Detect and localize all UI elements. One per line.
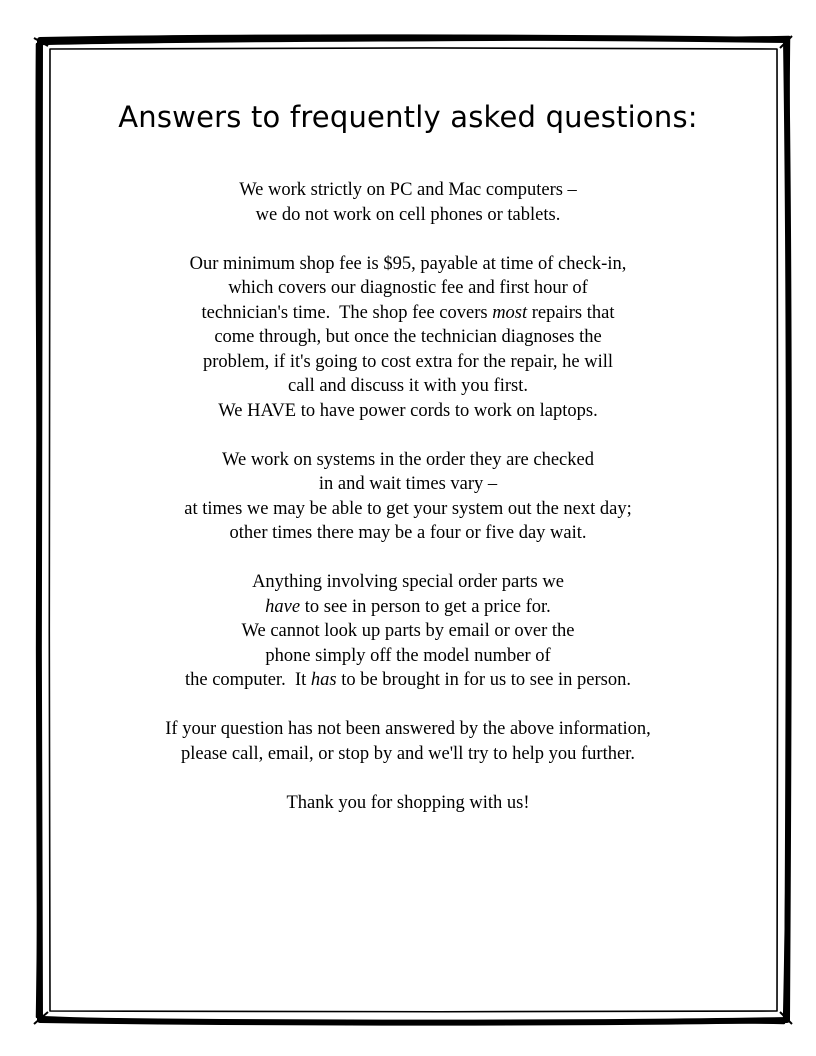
- text-segment: Thank you for shopping with us!: [286, 792, 530, 813]
- text-segment: we do not work on cell phones or tablets.: [255, 204, 561, 225]
- text-segment: call and discuss it with you first.: [288, 376, 528, 396]
- text-segment: other times there may be a four or five day wait.: [229, 523, 587, 543]
- faq-paragraph: [60, 448, 756, 546]
- faq-content: [60, 178, 756, 840]
- text-line: [60, 717, 756, 742]
- text-line: [60, 301, 756, 326]
- text-segment: We HAVE to have power cords to work on laptops.: [218, 400, 598, 421]
- text-segment: the computer. It: [185, 670, 311, 690]
- text-segment: at times we may be able to get your system out the next day;: [184, 498, 632, 519]
- text-segment: phone simply off the model number of: [265, 645, 551, 666]
- text-segment: to be brought in for us to see in person.: [336, 670, 631, 690]
- text-segment: technician's time. The shop fee covers: [201, 302, 493, 323]
- text-line: [60, 791, 756, 816]
- text-segment: We work on systems in the order they are checked: [222, 449, 594, 470]
- text-line: [60, 325, 756, 350]
- text-line: [60, 497, 756, 522]
- text-line: [60, 350, 756, 375]
- text-segment: which covers our diagnostic fee and first hour of: [228, 278, 588, 298]
- text-segment: We work strictly on PC and Mac computers –: [239, 180, 577, 200]
- text-segment: come through, but once the technician diagnoses the: [214, 327, 602, 347]
- emphasis-text: have: [265, 596, 301, 617]
- text-segment: problem, if it's going to cost extra for the repair, he will: [203, 351, 613, 372]
- text-segment: repairs that: [527, 302, 615, 323]
- text-line: [60, 472, 756, 497]
- text-line: [60, 399, 756, 424]
- text-line: [60, 521, 756, 546]
- text-segment: in and wait times vary –: [318, 474, 498, 494]
- emphasis-text: has: [310, 670, 337, 690]
- text-line: [60, 595, 756, 620]
- text-line: [60, 252, 756, 277]
- text-segment: We cannot look up parts by email or over the: [241, 621, 575, 641]
- faq-paragraph: [60, 178, 756, 227]
- faq-paragraph: [60, 717, 756, 766]
- text-line: [60, 374, 756, 399]
- text-segment: Anything involving special order parts we: [252, 572, 564, 592]
- faq-paragraph: [60, 791, 756, 816]
- text-line: [60, 742, 756, 767]
- text-line: [60, 619, 756, 644]
- faq-paragraph: [60, 252, 756, 424]
- text-segment: Our minimum shop fee is $95, payable at time of check-in,: [189, 253, 627, 274]
- page-title: Answers to frequently asked questions:: [118, 100, 698, 134]
- text-line: [60, 644, 756, 669]
- text-line: [60, 448, 756, 473]
- emphasis-text: most: [492, 302, 528, 323]
- text-segment: to see in person to get a price for.: [300, 596, 551, 617]
- text-line: [60, 668, 756, 693]
- text-line: [60, 570, 756, 595]
- text-segment: If your question has not been answered by the above information,: [165, 719, 651, 739]
- text-line: [60, 276, 756, 301]
- text-line: [60, 178, 756, 203]
- text-line: [60, 203, 756, 228]
- faq-paragraph: [60, 570, 756, 693]
- text-segment: please call, email, or stop by and we'll try to help you further.: [181, 743, 635, 764]
